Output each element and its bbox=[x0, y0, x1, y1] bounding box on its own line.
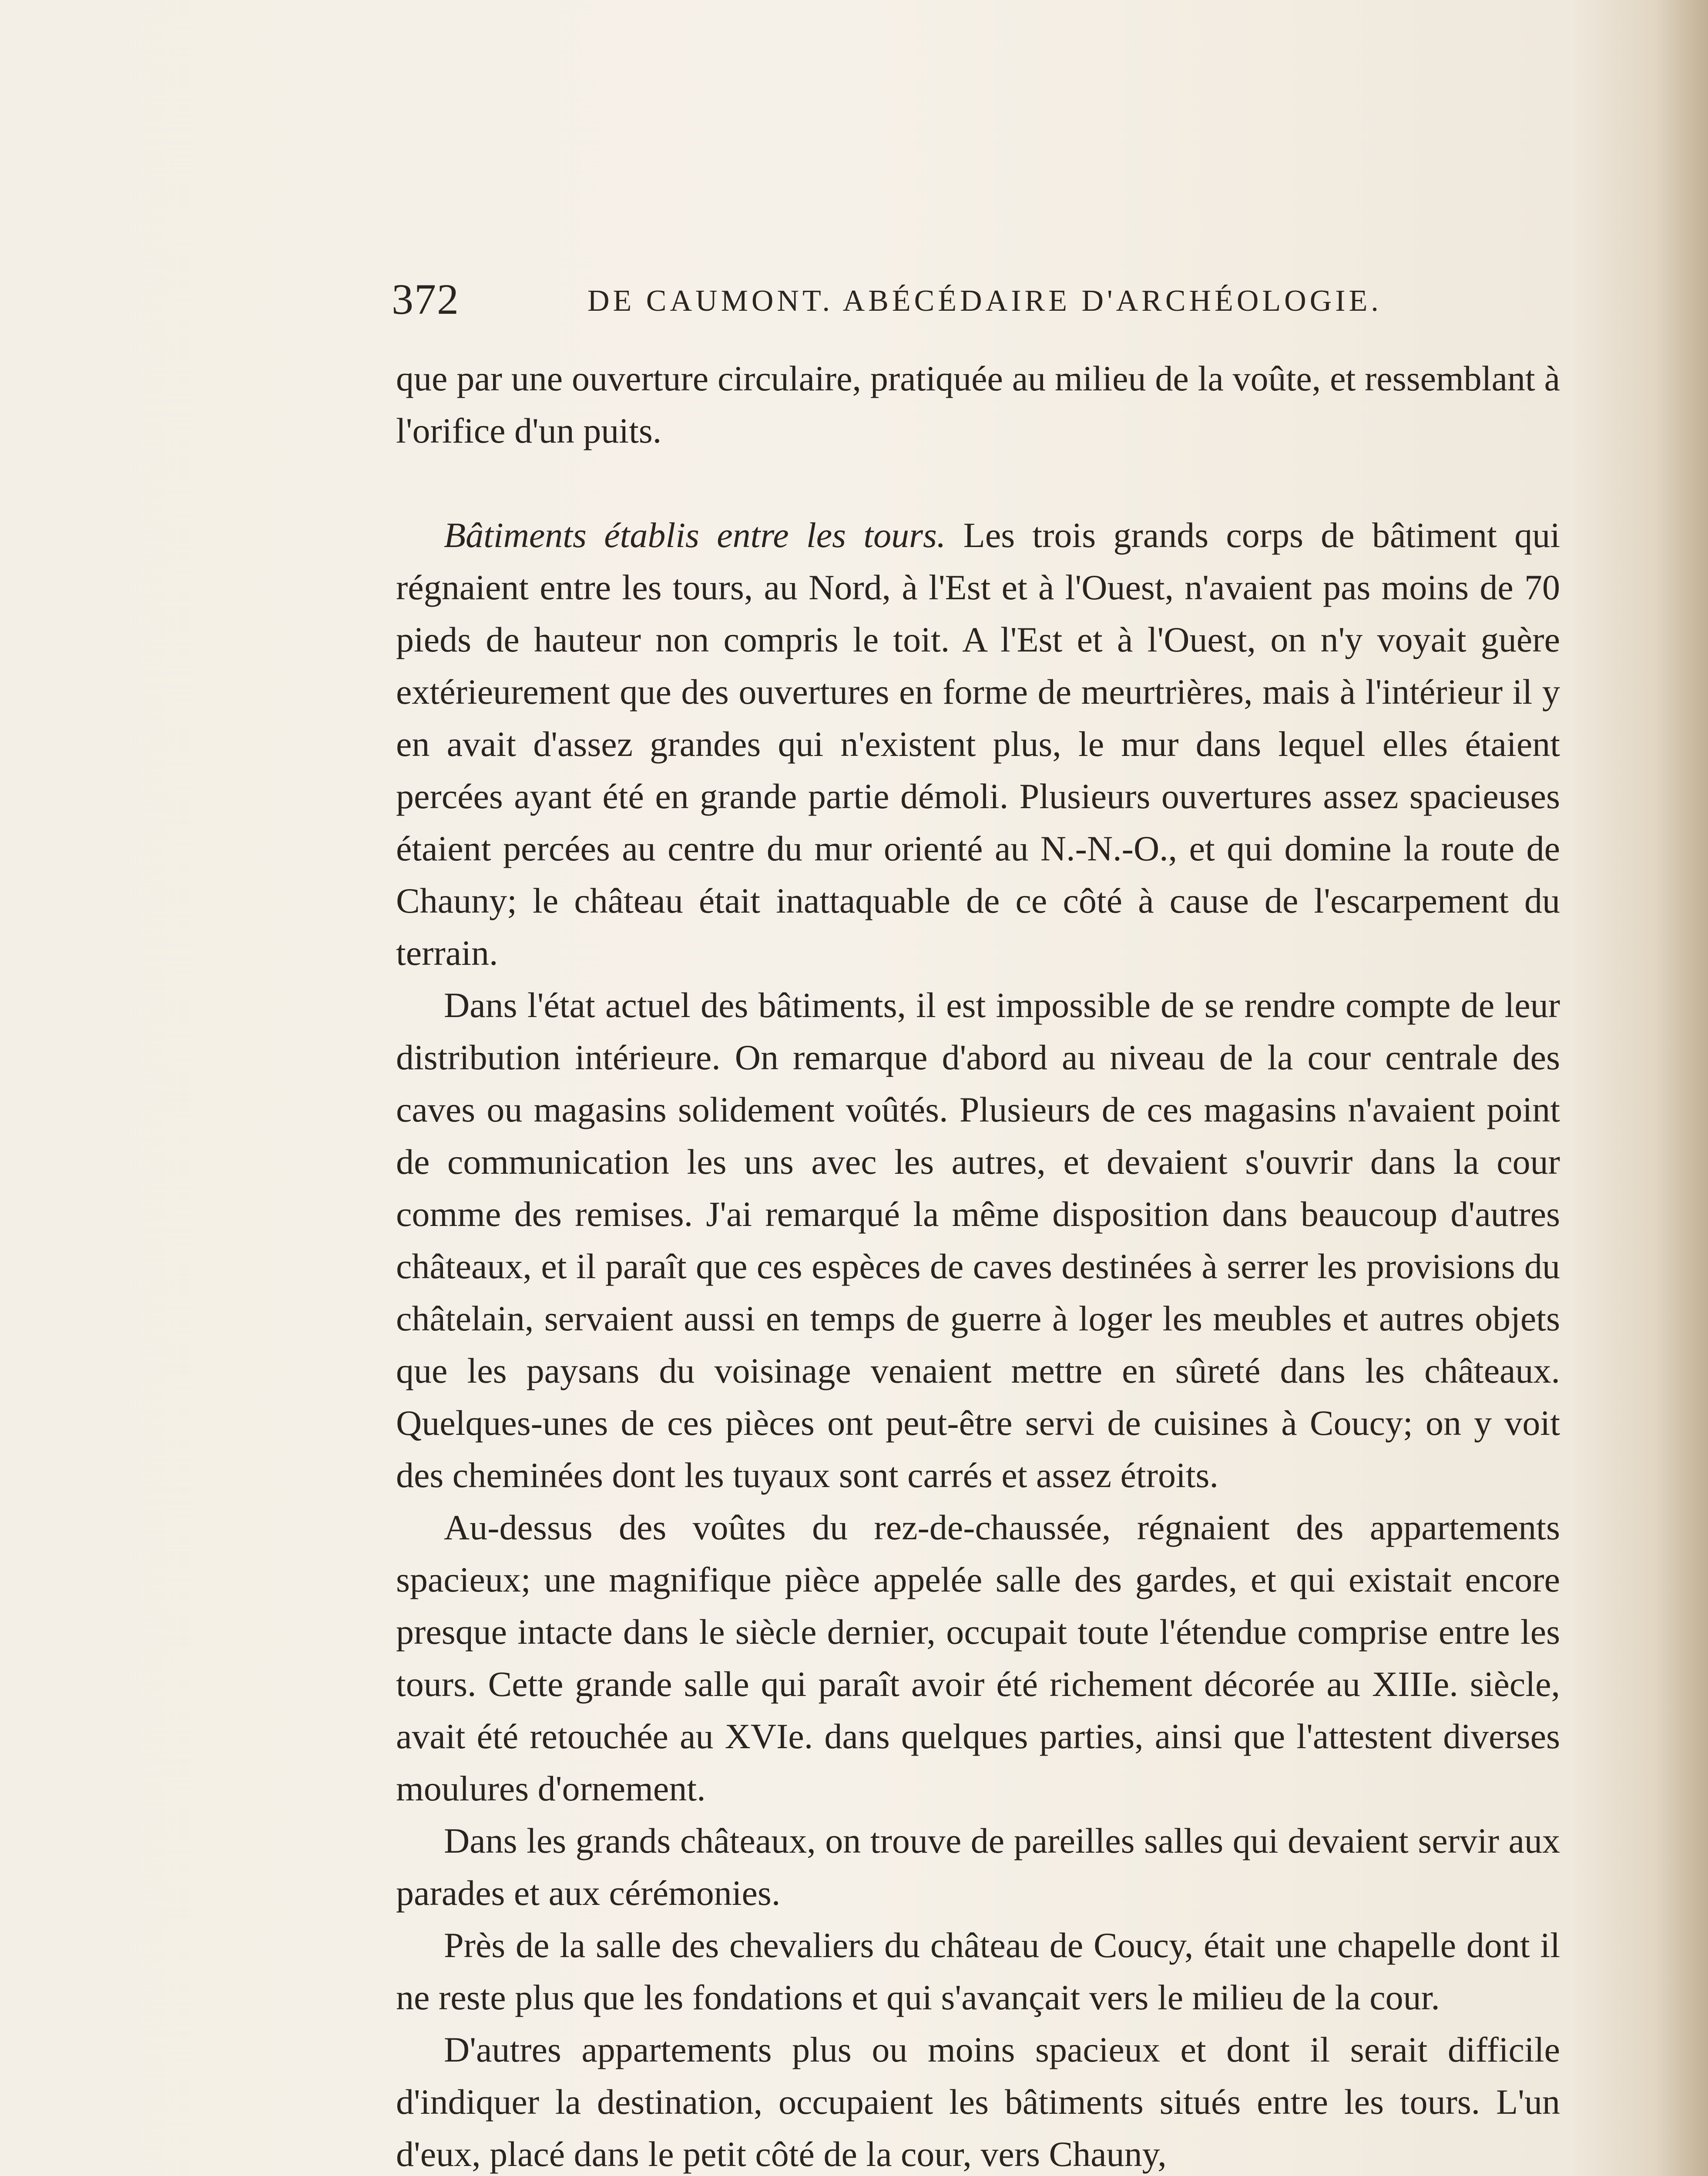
paragraph-7: D'autres appartements plus ou moins spacieux et dont il serait difficile d'indiquer la destination, occupaient les bâtiments situés entre les tours. L'un d'eux, placé dans le petit côté de la cour, vers Chauny, bbox=[396, 2030, 1560, 2174]
paragraph-4: Au-dessus des voûtes du rez-de-chaussée, régnaient des appartements spacieux; une magnifique pièce appelée salle des gardes, et qui existait encore presque intacte dans le siècle dernier, occupait toute l'étendue comprise entre les tours. Cette grande salle qui paraît avoir été richement décorée au XIIIe. siècle, avait été retouchée au XVIe. dans quelques parties, ainsi que l'attestent diverses moulures d'ornement. bbox=[396, 1508, 1560, 1808]
paragraph-5: Dans les grands châteaux, on trouve de pareilles salles qui devaient servir aux parades et aux cérémonies. bbox=[396, 1821, 1560, 1913]
paragraph-1: que par une ouverture circulaire, pratiquée au milieu de la voûte, et ressemblant à l'orifice d'un puits. bbox=[396, 359, 1560, 450]
section-heading-italic: Bâtiments établis entre les tours. bbox=[444, 515, 946, 555]
body-text bbox=[396, 353, 1560, 2176]
paragraph-2-text: Les trois grands corps de bâtiment qui régnaient entre les tours, au Nord, à l'Est et à l'Ouest, n'avaient pas moins de 70 pieds de hauteur non compris le toit. A l'Est et à l'Ouest, on n'y voyait guère extérieurement que des ouvertures en forme de meurtrières, mais à l'intérieur il y en avait d'assez grandes qui n'existent plus, le mur dans lequel elles étaient percées ayant été en grande partie démoli. Plusieurs ouvertures assez spacieuses étaient percées au centre du mur orienté au N.-N.-O., et qui domine la route de Chauny; le château était inattaquable de ce côté à cause de l'escarpement du terrain. bbox=[396, 515, 1560, 973]
paragraph-6: Près de la salle des chevaliers du château de Coucy, était une chapelle dont il ne reste plus que les fondations et qui s'avançait vers le milieu de la cour. bbox=[396, 1925, 1560, 2017]
page-header bbox=[392, 274, 1567, 335]
paragraph-2 bbox=[396, 509, 1560, 979]
page-edge-shadow bbox=[1656, 0, 1708, 2176]
paragraph-3: Dans l'état actuel des bâtiments, il est impossible de se rendre compte de leur distribution intérieure. On remarque d'abord au niveau de la cour centrale des caves ou magasins solidement voûtés. Plusieurs de ces magasins n'avaient point de communication les uns avec les autres, et devaient s'ouvrir dans la cour comme des remises. J'ai remarqué la même disposition dans beaucoup d'autres châteaux, et il paraît que ces espèces de caves destinées à serrer les provisions du châtelain, servaient aussi en temps de guerre à loger les meubles et autres objets que les paysans du voisinage venaient mettre en sûreté dans les châteaux. Quelques-unes de ces pièces ont peut-être servi de cuisines à Coucy; on y voit des cheminées dont les tuyaux sont carrés et assez étroits. bbox=[396, 985, 1560, 1495]
page-number: 372 bbox=[392, 275, 460, 323]
running-head: DE CAUMONT. ABÉCÉDAIRE D'ARCHÉOLOGIE. bbox=[587, 284, 1382, 318]
